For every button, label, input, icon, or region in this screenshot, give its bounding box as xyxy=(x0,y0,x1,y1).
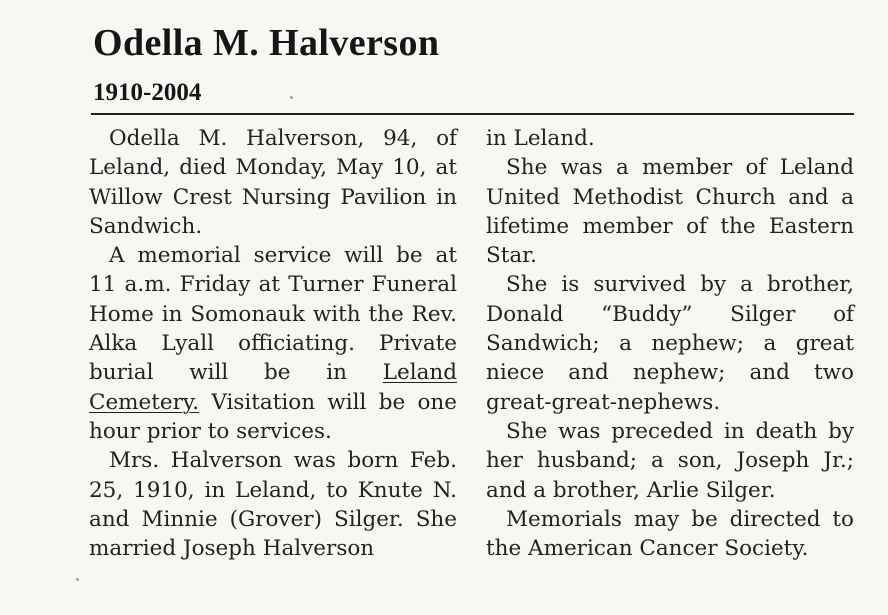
service-text: A memorial service will be at 11 a.m. Friday at Turner Funeral Home in Somonauk with the Rev. Alka Lyall officiating. Private burial will be in xyxy=(89,243,457,386)
print-speck xyxy=(76,578,79,581)
obituary-paragraph-service xyxy=(89,241,457,446)
cemetery-name-underlined: Leland Cemetery. xyxy=(89,360,457,415)
print-speck xyxy=(290,96,293,99)
obituary-column-right xyxy=(486,124,854,563)
obituary-paragraph-preceded: She was preceded in death by her husband; a son, Joseph Jr.; and a brother, Arlie Silger. xyxy=(486,418,854,503)
obituary-paragraph-memorials: Memorials may be directed to the American Cancer Society. xyxy=(486,506,854,562)
obituary-headline: Odella M. Halverson xyxy=(93,22,440,64)
obituary-paragraph-death: Odella M. Halverson, 94, of Leland, died Monday, May 10, at Willow Crest Nursing Pavilion in Sandwich. xyxy=(89,126,457,239)
headline-rule xyxy=(91,113,854,115)
obituary-paragraph-survivors: She is survived by a brother, Donald “Buddy” Silger of Sandwich; a nephew; a great niece and nephew; and two great-great-nephews. xyxy=(486,272,854,415)
visitation-text: Visitation will be one hour prior to services. xyxy=(89,389,457,444)
obituary-life-dates: 1910-2004 xyxy=(93,79,202,106)
obituary-paragraph-birth: Mrs. Halverson was born Feb. 25, 1910, in Leland, to Knute N. and Minnie (Grover) Silger. She married Joseph Halverson xyxy=(89,448,457,562)
obituary-column-left xyxy=(89,124,457,563)
obituary-paragraph-birth-continued: in Leland. xyxy=(486,126,595,151)
obituary-paragraph-membership: She was a member of Leland United Methodist Church and a lifetime member of the Eastern Star. xyxy=(486,155,854,269)
